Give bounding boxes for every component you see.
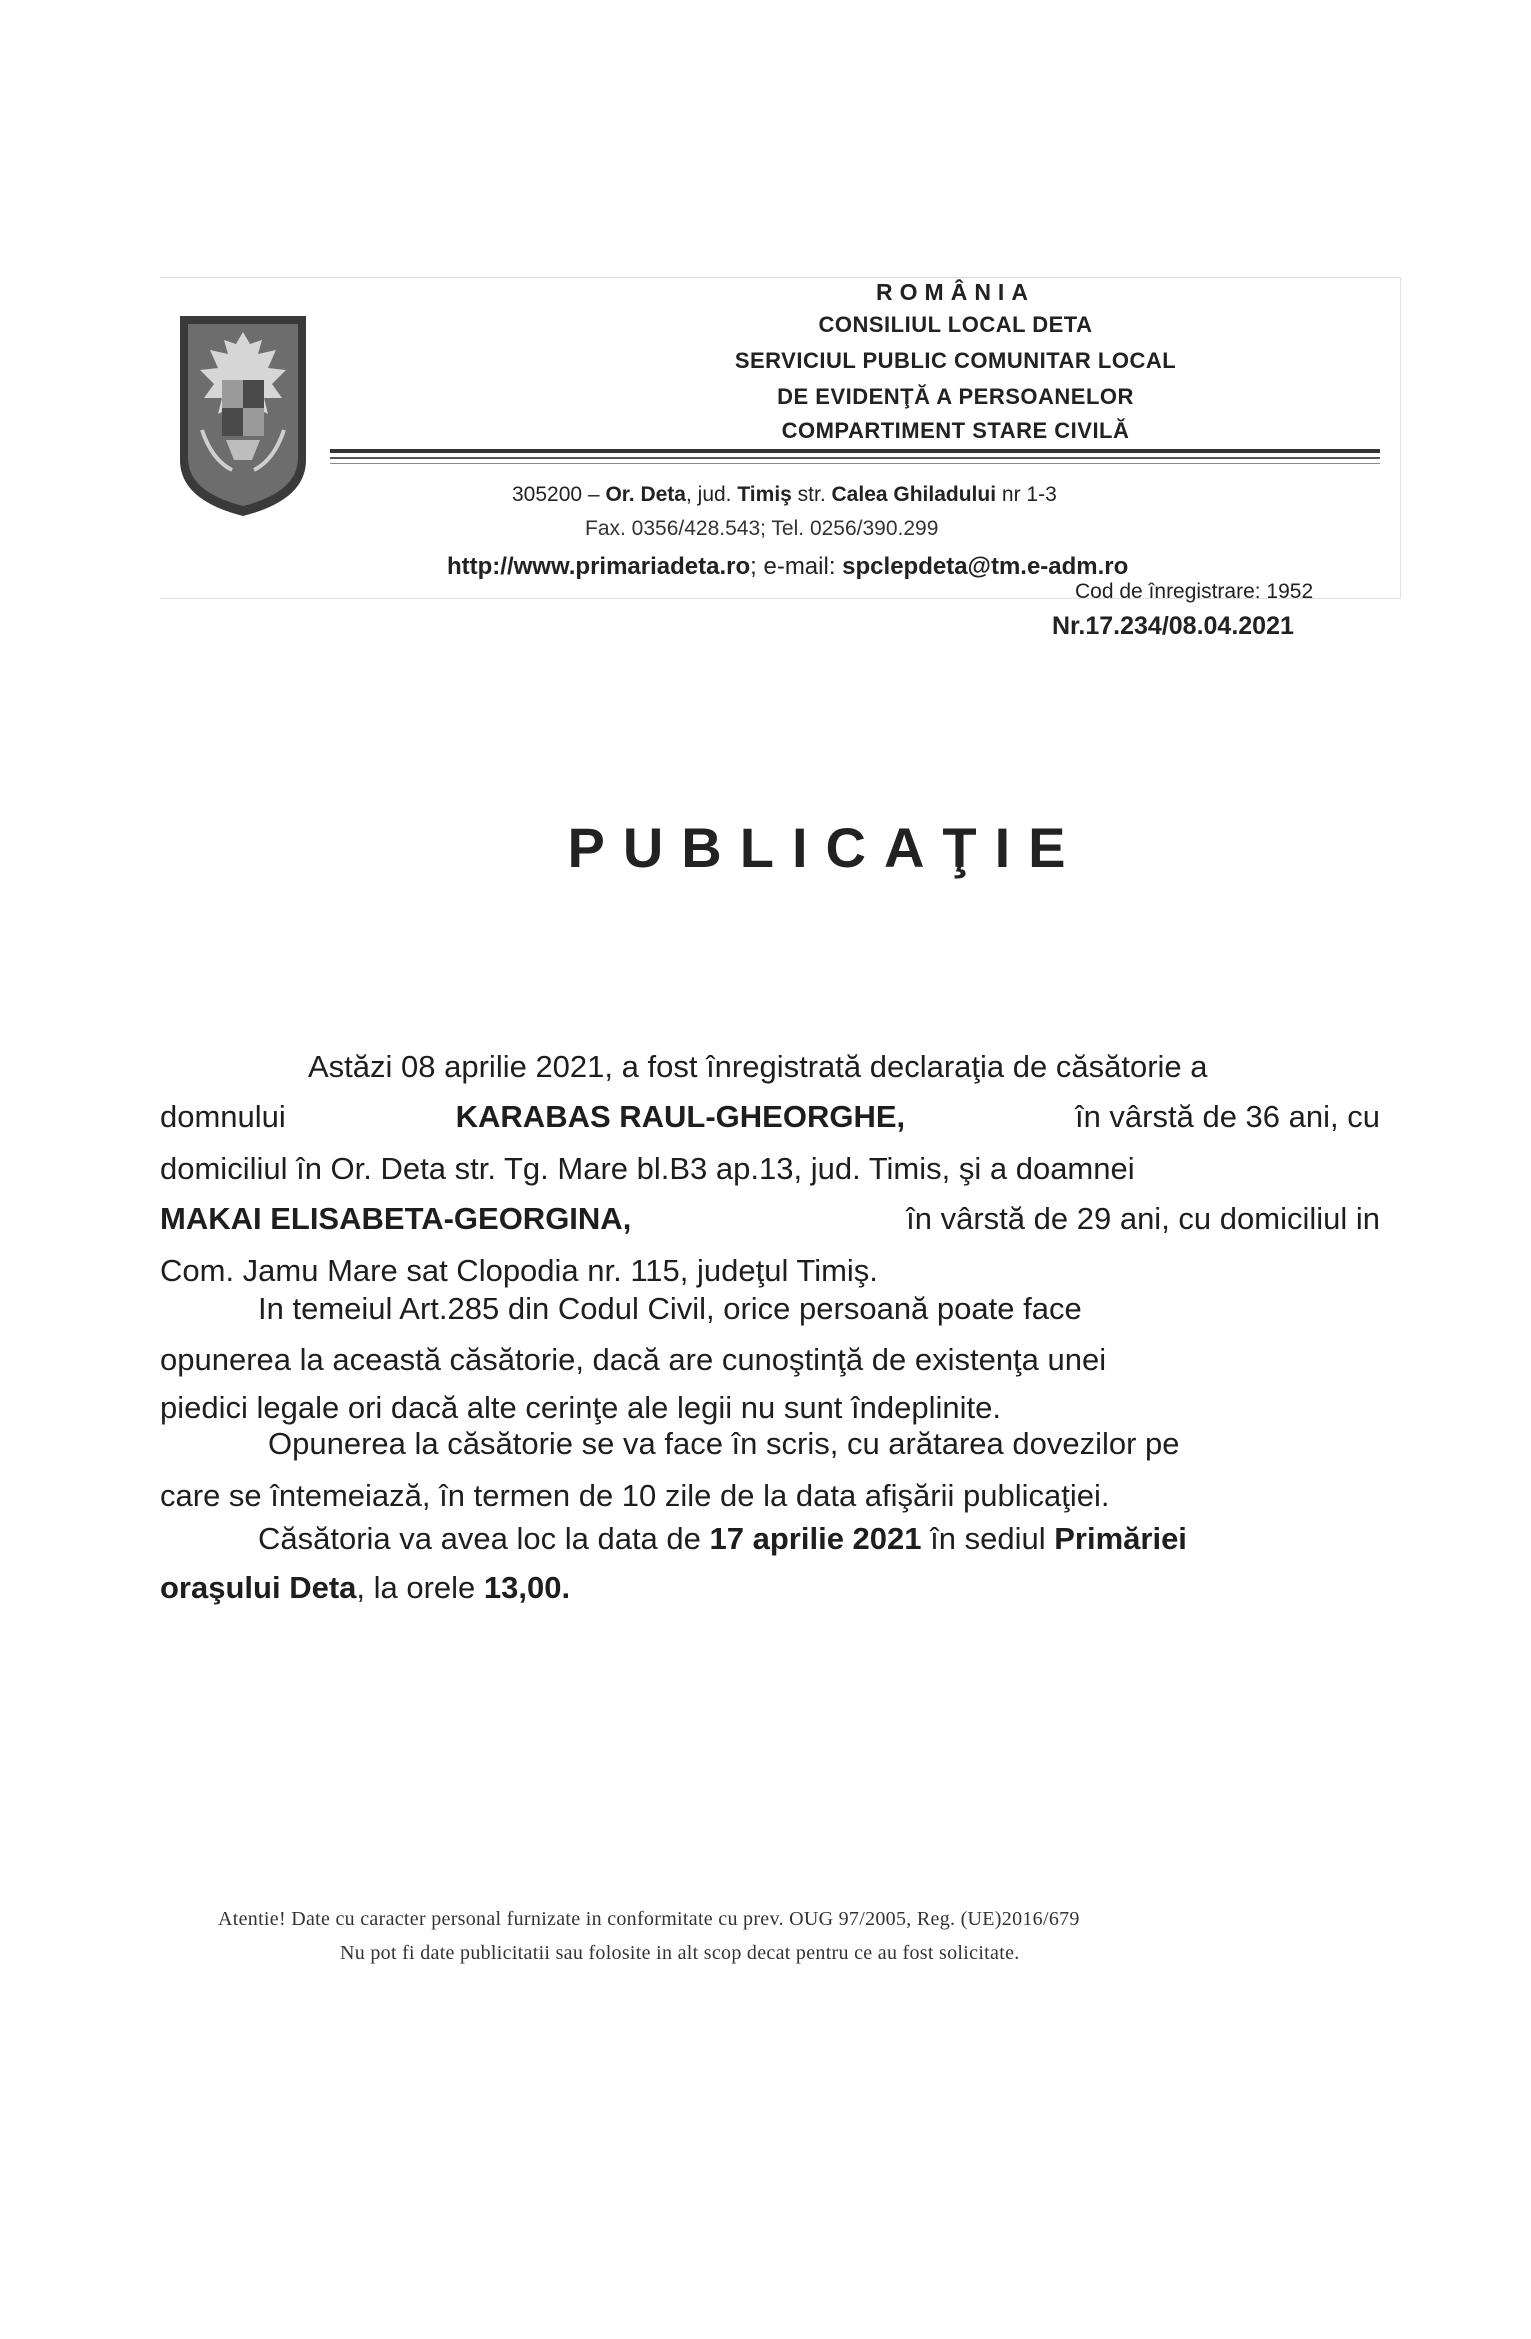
email-link[interactable]: spclepdeta@tm.e-adm.ro	[842, 553, 1129, 580]
body-paragraph-1-line: domnului KARABAS RAUL-GHEORGHE, în vârstă de 36 ani, cu	[160, 1099, 1380, 1134]
registration-number: Nr.17.234/08.04.2021	[1052, 612, 1294, 640]
header-address: 305200 – Or. Deta, jud. Timiş str. Calea Ghiladului nr 1-3	[512, 483, 1057, 506]
header-country: ROMÂNIA	[876, 279, 1035, 305]
body-paragraph-2-line: In temeiul Art.285 din Codul Civil, orice persoană poate face	[258, 1291, 1082, 1326]
wedding-time: 13,00.	[483, 1570, 571, 1605]
body-paragraph-1-line: MAKAI ELISABETA-GEORGINA, în vârstă de 29 ani, cu domiciliul in	[160, 1201, 1380, 1236]
registration-code: Cod de înregistrare: 1952	[1075, 580, 1314, 603]
privacy-note: Nu pot fi date publicitatii sau folosite in alt scop decat pentru ce au fost solicitate.	[340, 1942, 1020, 1964]
body-paragraph-1-line: domiciliul în Or. Deta str. Tg. Mare bl.B3 ap.13, jud. Timis, şi a doamnei	[160, 1151, 1135, 1186]
privacy-note: Atentie! Date cu caracter personal furnizate in conformitate cu prev. OUG 97/2005, Reg. (UE)2016/679	[218, 1908, 1080, 1930]
website-link[interactable]: http://www.primariadeta.ro	[447, 553, 751, 580]
groom-name: KARABAS RAUL-GHEORGHE,	[455, 1099, 906, 1134]
bride-name: MAKAI ELISABETA-GEORGINA,	[160, 1201, 632, 1236]
body-paragraph-2-line: piedici legale ori dacă alte cerinţe ale legii nu sunt îndeplinite.	[160, 1390, 1001, 1425]
header-divider	[330, 463, 1380, 464]
body-paragraph-3-line: Opunerea la căsătorie se va face în scris, cu arătarea dovezilor pe	[268, 1426, 1180, 1461]
header-council: CONSILIUL LOCAL DETA	[818, 312, 1093, 337]
header-divider	[330, 449, 1380, 453]
header-service-line1: SERVICIUL PUBLIC COMUNITAR LOCAL	[734, 348, 1177, 373]
body-paragraph-1-line: Astăzi 08 aprilie 2021, a fost înregistrată declaraţia de căsătorie a	[308, 1049, 1208, 1084]
header-contact: http://www.primariadeta.ro; e-mail: spclepdeta@tm.e-adm.ro	[447, 553, 1129, 580]
body-paragraph-1-line: Com. Jamu Mare sat Clopodia nr. 115, judeţul Timiş.	[160, 1253, 878, 1288]
body-paragraph-4-line: oraşului Deta, la orele 13,00.	[160, 1570, 571, 1605]
header-divider	[330, 457, 1380, 459]
body-paragraph-4-line: Căsătoria va avea loc la data de 17 aprilie 2021 în sediul Primăriei	[258, 1521, 1187, 1556]
body-paragraph-3-line: care se întemeiază, în termen de 10 zile de la data afişării publicaţiei.	[160, 1478, 1110, 1513]
wedding-date: 17 aprilie 2021	[709, 1521, 922, 1556]
header-department: COMPARTIMENT STARE CIVILĂ	[781, 418, 1130, 443]
body-paragraph-2-line: opunerea la această căsătorie, dacă are cunoştinţă de existenţa unei	[160, 1342, 1107, 1377]
document-title: PUBLICAŢIE	[567, 816, 1084, 879]
header-service-line2: DE EVIDENŢĂ A PERSOANELOR	[777, 384, 1134, 409]
header-fax-tel: Fax. 0356/428.543; Tel. 0256/390.299	[585, 517, 939, 540]
